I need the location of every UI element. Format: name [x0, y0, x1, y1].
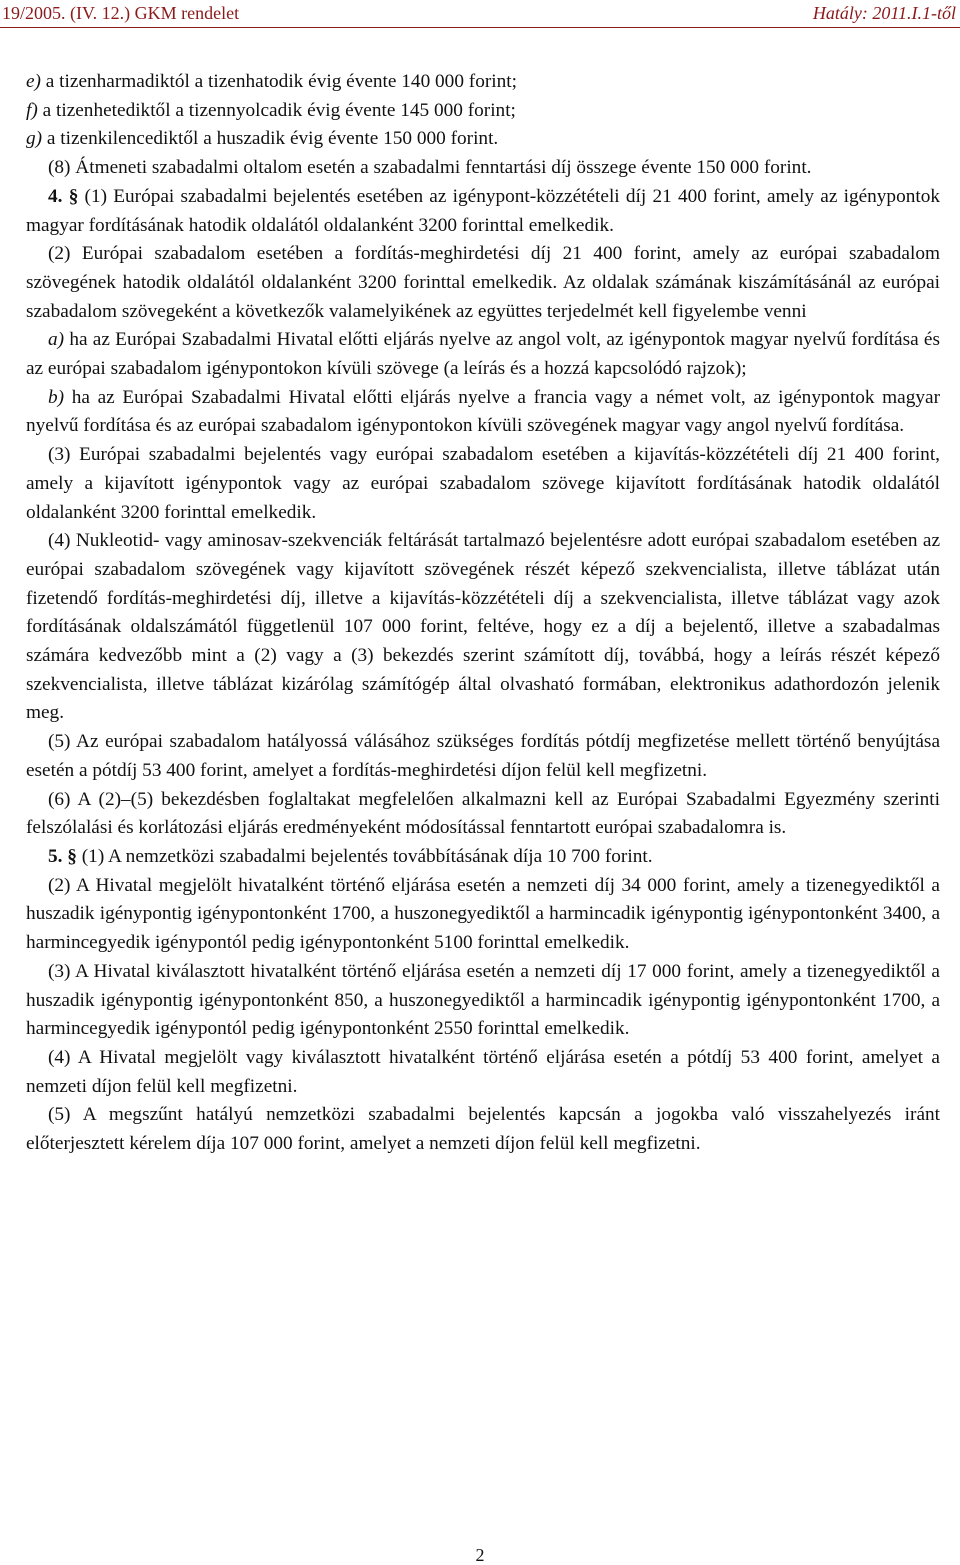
list-item [26, 384, 940, 441]
section-4-number: 4. [48, 185, 63, 207]
section-4-paragraph-3: (3) Európai szabadalmi bejelentés vagy európai szabadalom esetében a kijavítás-közzétételi díj 21 400 forint, amely a kijavított igénypontok vagy az európai szabadalom szövege kijavított fordításának hatodik oldalától oldalanként 3200 forinttal emelkedik. [26, 444, 940, 523]
item-label: e) [26, 71, 41, 92]
item-label: f) [26, 99, 38, 121]
page-number: 2 [475, 1545, 485, 1565]
section-sign-icon: § [67, 845, 77, 867]
document-body [26, 68, 940, 1159]
list-item [26, 326, 940, 383]
section-5-paragraph-2: (2) A Hivatal megjelölt hivatalként történő eljárása esetén a nemzeti díj 34 000 forint, amely a tizenegyediktől a huszadik igénypontig igénypontonként 1700, a huszonegyediktől a harmincadik igénypontig igénypontonként 3400, a harmincegyedik igénypontól pedig igénypontonként 5100 forinttal emelkedik. [26, 874, 940, 954]
section-4-paragraph-4: (4) Nukleotid- vagy aminosav-szekvenciák feltárását tartalmazó bejelentésre adott európai szabadalom esetében az európai szabadalom szövegének vagy kijavított szövegének részét képező szekvencialista, illetve táblázat után fizetendő fordítás-meghirdetési díj, illetve a kijavítás-közzétételi díj a szekvencialista, illetve táblázat vagy azok fordításának oldalszámától függetlenül 107 000 forint, feltéve, hogy ez a díj a bejelentő, illetve a szabadalmas számára kedvezőbb mint a (2) vagy a (3) bekezdés szerint számított díj, továbbá, hogy a leírás részét képező szekvencialista, illetve táblázat kizárólag számítógép által olvasható formában, elektronikus adathordozón jelenik meg. [26, 530, 940, 724]
item-label: g) [26, 128, 43, 150]
item-text: ha az Európai Szabadalmi Hivatal előtti eljárás nyelve a francia vagy a német volt, az igénypontok magyar nyelvű fordítása és az európai szabadalom igénypontokon kívüli szövegének magyar vagy angol nyelvű fordítása. [26, 386, 940, 437]
section-5-paragraph-1 [26, 843, 940, 872]
item-text: a tizenharmadiktól a tizenhatodik évig évente 140 000 forint; [40, 71, 517, 92]
header-effective-date: Hatály: 2011.I.1-től [812, 3, 956, 23]
section-4-paragraph-5: (5) Az európai szabadalom hatályossá válásához szükséges fordítás pótdíj megfizetése mellett történő benyújtása esetén a pótdíj 53 400 forint, amelyet a fordítás-meghirdetési díjon felül kell megfizetni. [26, 731, 940, 781]
section-5-paragraph-4: (4) A Hivatal megjelölt vagy kiválasztott hivatalként történő eljárása esetén a pótdíj 53 400 forint, amelyet a nemzeti díjon felül kell megfizetni. [26, 1046, 940, 1097]
section-sign-icon: § [68, 185, 79, 207]
section-4-paragraph-6: (6) A (2)–(5) bekezdésben foglaltakat megfelelően alkalmazni kell az Európai Szabadalmi Egyezmény szerinti felszólalási és korlátozási eljárás eredményeként módosítással fenntartott európai szabadalomra is. [26, 788, 940, 839]
section-5-paragraph-3: (3) A Hivatal kiválasztott hivatalként történő eljárása esetén a nemzeti díj 17 000 forint, amely a tizenegyediktől a huszadik igénypontig igénypontonként 850, a huszonegyediktől a harmincadik igénypontig igénypontonként 1700, a harmincegyedik igénypontól pedig igénypontonként 2550 forinttal emelkedik. [26, 960, 940, 1040]
item-label: b) [48, 386, 65, 408]
section-5-number: 5. [48, 845, 63, 867]
item-text: a tizenhetediktől a tizennyolcadik évig évente 145 000 forint; [37, 99, 516, 121]
item-text: a tizenkilencediktől a huszadik évig évente 150 000 forint. [42, 128, 499, 150]
running-header [0, 0, 960, 28]
item-label: a) [48, 329, 65, 351]
list-item [26, 125, 940, 154]
header-regulation-title: 19/2005. (IV. 12.) GKM rendelet [2, 3, 240, 23]
section-4-paragraph-2: (2) Európai szabadalom esetében a fordítás-meghirdetési díj 21 400 forint, amely az európai szabadalom szövegének hatodik oldalától oldalanként 3200 forinttal emelkedik. Az oldalak számának kiszámításánál az európai szabadalom szövegeként a következők valamelyikének az együttes terjedelmét kell figyelembe venni [26, 243, 940, 322]
list-item [26, 97, 940, 126]
section-4-text-1: (1) Európai szabadalmi bejelentés esetében az igénypont-közzétételi díj 21 400 forint, amely az igénypontok magyar fordításának hatodik oldalától oldalanként 3200 forinttal emelkedik. [26, 185, 940, 236]
section-5-paragraph-5: (5) A megszűnt hatályú nemzetközi szabadalmi bejelentés kapcsán a jogokba való visszahelyezés iránt előterjesztett kérelem díja 107 000 forint, amelyet a nemzeti díjon felül kell megfizetni. [26, 1104, 940, 1155]
section-4-paragraph-1 [26, 183, 940, 240]
list-item [26, 68, 940, 97]
item-text: ha az Európai Szabadalmi Hivatal előtti eljárás nyelve az angol volt, az igénypontok magyar nyelvű fordítása és az európai szabadalom igénypontokon kívüli szövege (a leírás és a hozzá kapcsolódó rajzok); [26, 329, 940, 380]
section-5-text-1: (1) A nemzetközi szabadalmi bejelentés továbbításának díja 10 700 forint. [76, 845, 653, 867]
paragraph-8: (8) Átmeneti szabadalmi oltalom esetén a szabadalmi fenntartási díj összege évente 150 000 forint. [48, 157, 812, 179]
